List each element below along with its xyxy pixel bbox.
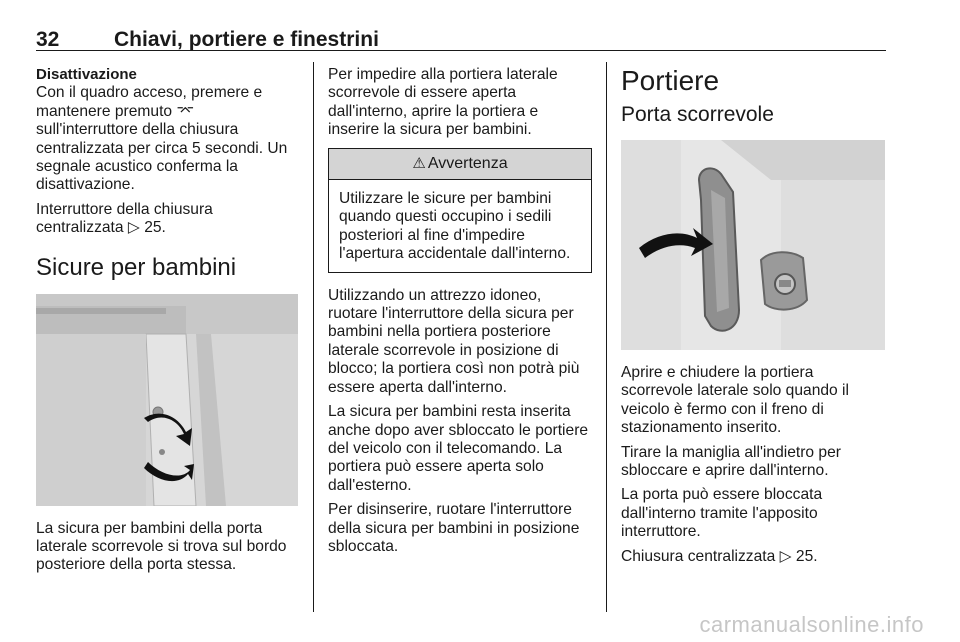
warning-title: Avvertenza bbox=[427, 154, 508, 172]
paragraph-link[interactable]: Interruttore della chiusura centralizzata ▷ 25. bbox=[36, 200, 213, 237]
page-number: 32 bbox=[36, 28, 60, 51]
paragraph: Aprire e chiudere la portiera scorrevole laterale solo quando il veicolo è fermo con il freno di stazionamento inserito. bbox=[621, 364, 849, 437]
section-heading: Portiere bbox=[621, 65, 720, 96]
subsection-heading: Porta scorrevole bbox=[621, 103, 774, 126]
paragraph-link[interactable]: Chiusura centralizzata ▷ 25. bbox=[621, 547, 818, 565]
subheading-deactivation: Disattivazione bbox=[36, 66, 137, 83]
warning-box bbox=[328, 148, 592, 273]
page-header bbox=[36, 28, 886, 51]
child-lock-illustration bbox=[36, 294, 298, 506]
paragraph: Con il quadro acceso, premere e mantenere premuto ⌤ sull'interruttore della chiusura centralizzata per circa 5 secondi. Un segnale acustico conferma la disattivazione. bbox=[36, 84, 288, 194]
column-1 bbox=[36, 66, 298, 581]
paragraph: Utilizzando un attrezzo idoneo, ruotare l'interruttore della sicura per bambini nella portiera posteriore laterale scorrevole in posizione di blocco; la portiera così non potrà più essere aperta dall'interno. bbox=[328, 286, 580, 396]
figure-caption: La sicura per bambini della porta laterale scorrevole si trova sul bordo posteriore della porta stessa. bbox=[36, 519, 287, 574]
column-3 bbox=[621, 66, 887, 572]
section-heading: Sicure per bambini bbox=[36, 253, 237, 281]
watermark: carmanualsonline.info bbox=[699, 612, 924, 637]
paragraph: Per disinserire, ruotare l'interruttore della sicura per bambini in posizione sbloccata. bbox=[328, 501, 580, 555]
warning-header bbox=[329, 149, 591, 180]
column-divider bbox=[313, 62, 314, 612]
column-divider bbox=[606, 62, 607, 612]
paragraph: Tirare la maniglia all'indietro per sbloccare e aprire dall'interno. bbox=[621, 443, 841, 480]
sliding-door-handle-illustration bbox=[621, 140, 885, 350]
column-2 bbox=[328, 66, 592, 562]
warning-triangle-icon: ⚠ bbox=[412, 154, 426, 172]
paragraph: Per impedire alla portiera laterale scorrevole di essere aperta dall'interno, aprire la portiera e inserire la sicura per bambini. bbox=[328, 66, 558, 139]
warning-text: Utilizzare le sicure per bambini quando questi occupino i sedili posteriori al fine d'impedire l'apertura accidentale dall'interno. bbox=[339, 190, 571, 263]
paragraph: La sicura per bambini resta inserita anche dopo aver sbloccato le portiere del veicolo con il telecomando. La portiera può essere aperta solo dall'esterno. bbox=[328, 403, 589, 494]
paragraph: La porta può essere bloccata dall'interno tramite l'apposito interruttore. bbox=[621, 486, 823, 541]
page-title: Chiavi, portiere e finestrini bbox=[114, 28, 379, 51]
